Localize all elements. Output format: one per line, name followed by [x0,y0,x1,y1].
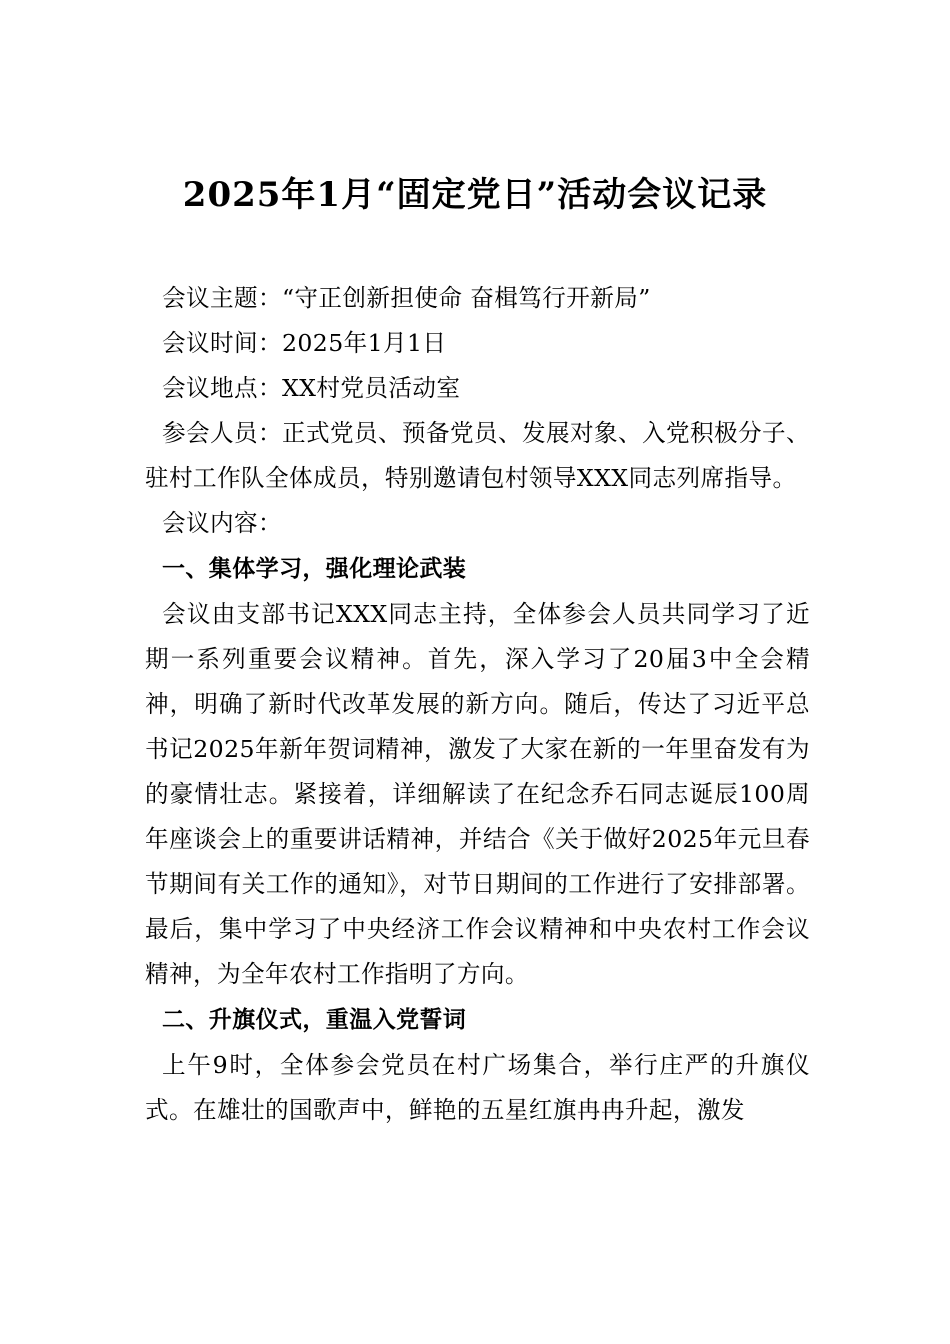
section1-paragraph: 会议由支部书记XXX同志主持，全体参会人员共同学习了近期一系列重要会议精神。首先，深入学习了20届3中全会精神，明确了新时代改革发展的新方向。随后，传达了习近平总书记2025年新年贺词精神，激发了大家在新的一年里奋发有为的豪情壮志。紧接着，详细解读了在纪念乔石同志诞辰100周年座谈会上的重要讲话精神，并结合《关于做好2025年元旦春节期间有关工作的通知》，对节日期间的工作进行了安排部署。最后，集中学习了中央经济工作会议精神和中央农村工作会议精神，为全年农村工作指明了方向。 [145,599,810,989]
section2-heading: 二、升旗仪式，重温入党誓词 [162,1006,467,1033]
meeting-place: 会议地点：XX村党员活动室 [162,374,461,403]
section1-heading: 一、集体学习，强化理论武装 [162,555,467,582]
document-title: 2025年1月“固定党日”活动会议记录 [182,175,768,215]
section2-paragraph: 上午9时，全体参会党员在村广场集合，举行庄严的升旗仪式。在雄壮的国歌声中，鲜艳的五星红旗冉冉升起，激发 [145,1050,810,1124]
meeting-attendees: 参会人员：正式党员、预备党员、发展对象、入党积极分子、驻村工作队全体成员，特别邀请包村领导XXX同志列席指导。 [145,419,810,493]
meeting-theme: 会议主题：“守正创新担使命 奋楫笃行开新局” [162,284,651,312]
document-body [145,276,810,1133]
meeting-time: 会议时间：2025年1月1日 [162,329,447,358]
meeting-content-label: 会议内容： [162,509,282,538]
